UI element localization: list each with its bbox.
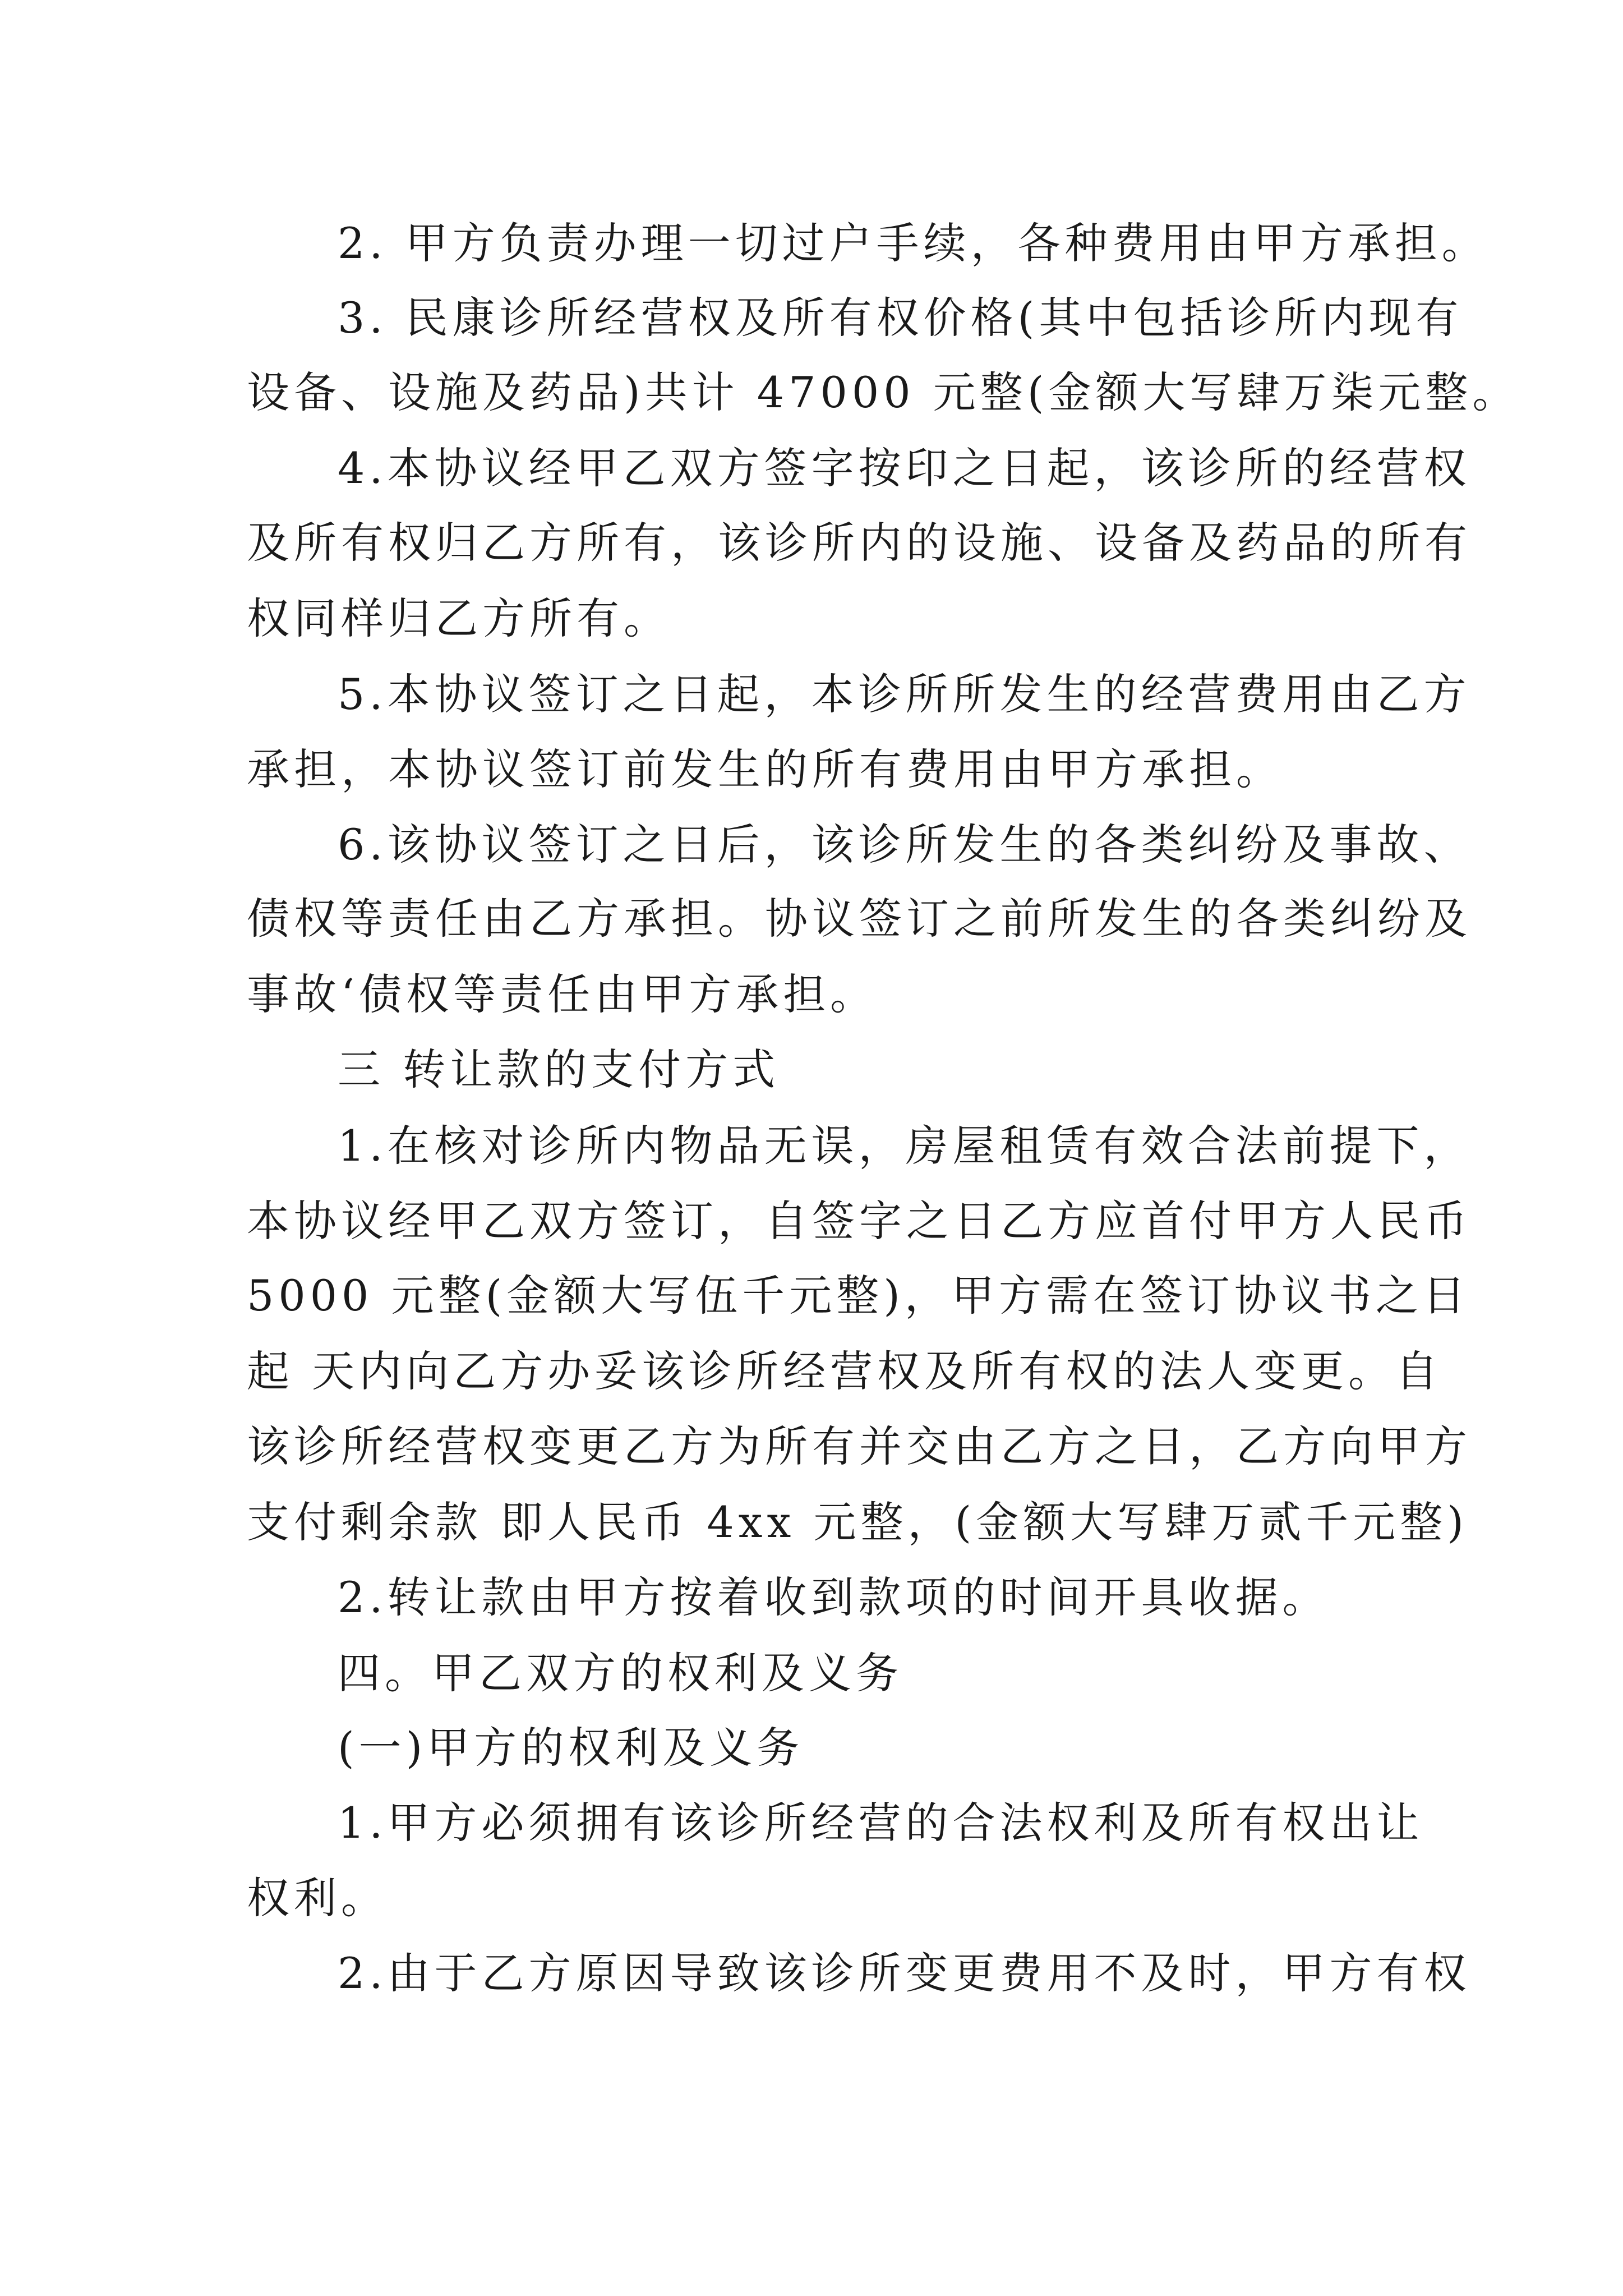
payment-1-line-4: 起 天内向乙方办妥该诊所经营权及所有权的法人变更。自 [247,1346,1443,1396]
rights-2-line-1: 2.由于乙方原因导致该诊所变更费用不及时，甲方有权 [338,1948,1471,1998]
subsection-1-heading: (一)甲方的权利及义务 [338,1723,804,1773]
payment-1-line-3: 5000 元整(金额大写伍千元整)，甲方需在签订协议书之日 [247,1271,1470,1320]
payment-1-line-5: 该诊所经营权变更乙方为所有并交由乙方之日，乙方向甲方 [247,1421,1472,1471]
clause-6-line-3: 事故‘债权等责任由甲方承担。 [247,969,878,1019]
section-4-heading: 四。甲乙双方的权利及义务 [338,1648,903,1698]
payment-2-line: 2.转让款由甲方按着收到款项的时间开具收据。 [338,1572,1330,1622]
clause-5-line-1: 5.本协议签订之日起，本诊所所发生的经营费用由乙方 [338,669,1471,719]
rights-1-line-2: 权利。 [247,1873,388,1923]
payment-1-line-1: 1.在核对诊所内物品无误，房屋租赁有效合法前提下， [338,1121,1471,1171]
clause-2-line: 2. 甲方负责办理一切过户手续，各种费用由甲方承担。 [338,218,1489,268]
payment-1-line-6: 支付剩余款 即人民币 4xx 元整，(金额大写肆万贰千元整) [247,1497,1468,1547]
clause-3-line-1: 3. 民康诊所经营权及所有权价格(其中包括诊所内现有 [338,293,1463,343]
clause-4-line-3: 权同样归乙方所有。 [247,593,671,643]
clause-5-line-2: 承担，本协议签订前发生的所有费用由甲方承担。 [247,744,1283,794]
clause-4-line-1: 4.本协议经甲乙双方签字按印之日起，该诊所的经营权 [338,443,1471,493]
clause-6-line-2: 债权等责任由乙方承担。协议签订之前所发生的各类纠纷及 [247,894,1472,944]
section-3-heading: 三 转让款的支付方式 [338,1045,780,1094]
rights-1-line-1: 1.甲方必须拥有该诊所经营的合法权利及所有权出让 [338,1798,1424,1848]
clause-6-line-1: 6.该协议签订之日后，该诊所发生的各类纠纷及事故、 [338,820,1471,869]
clause-4-line-2: 及所有权归乙方所有，该诊所内的设施、设备及药品的所有 [247,518,1472,568]
clause-3-line-2: 设备、设施及药品)共计 47000 元整(金额大写肆万柒元整。 [247,367,1520,417]
payment-1-line-2: 本协议经甲乙双方签订，自签字之日乙方应首付甲方人民币 [247,1196,1472,1246]
